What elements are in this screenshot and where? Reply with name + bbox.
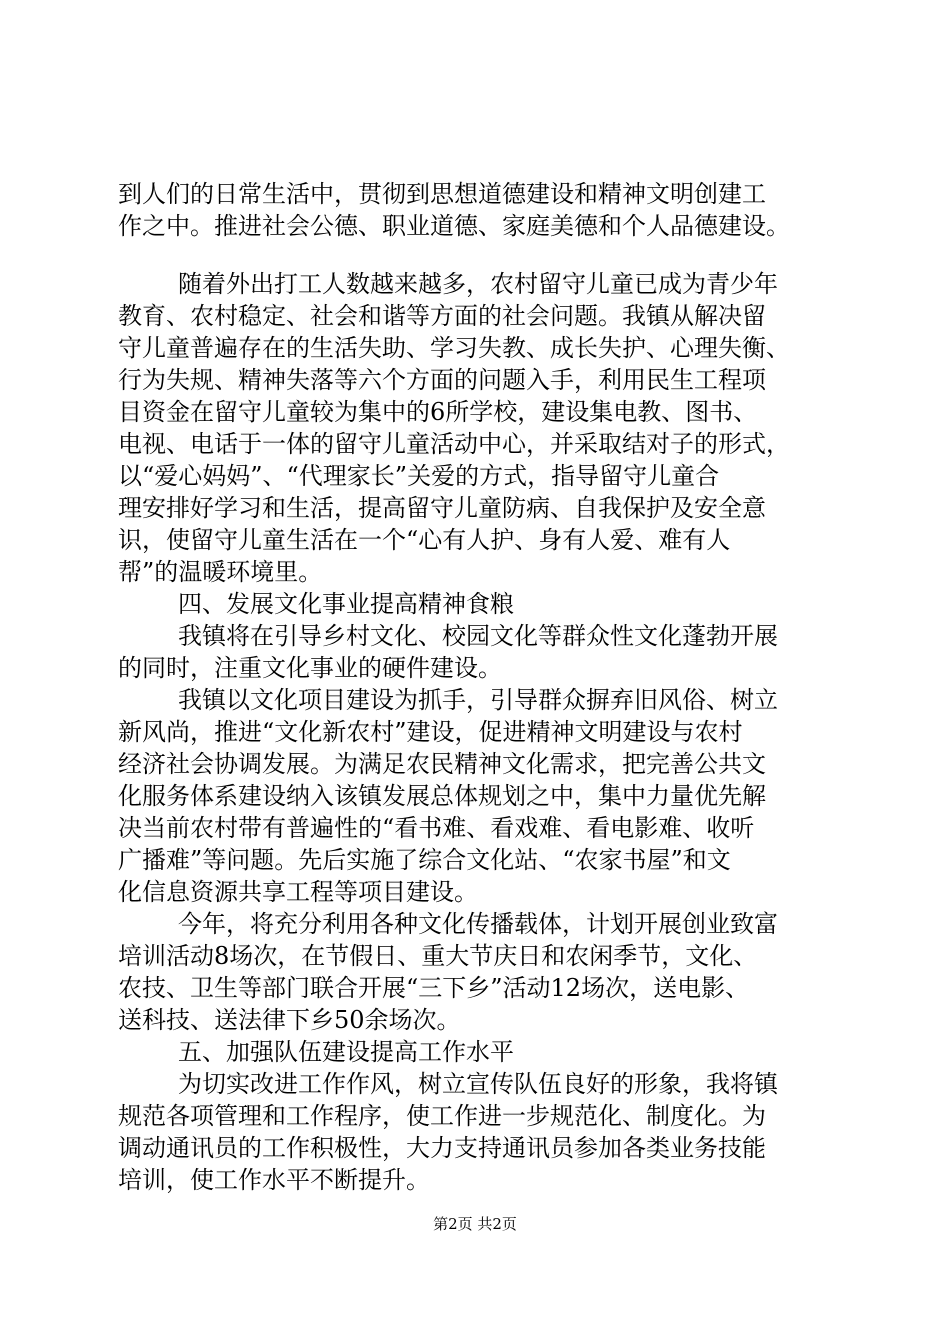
body-line: 作之中。推进社会公德、职业道德、家庭美德和个人品德建设。 <box>118 212 790 240</box>
body-line: 送科技、送法律下乡50余场次。 <box>118 1006 461 1034</box>
body-line: 培训活动8场次，在节假日、重大节庆日和农闲季节，文化、 <box>118 942 758 970</box>
body-line: 随着外出打工人数越来越多，农村留守儿童已成为青少年 <box>178 270 778 298</box>
body-line: 识，使留守儿童生活在一个“心有人护、身有人爱、难有人 <box>118 526 731 554</box>
body-line: 广播难”等问题。先后实施了综合文化站、“农家书屋”和文 <box>118 846 731 874</box>
body-line: 化服务体系建设纳入该镇发展总体规划之中，集中力量优先解 <box>118 782 766 810</box>
page-footer: 第2页 共2页 <box>433 1215 517 1233</box>
body-line: 目资金在留守儿童较为集中的6所学校，建设集电教、图书、 <box>118 398 758 426</box>
body-line: 培训，使工作水平不断提升。 <box>118 1166 430 1194</box>
body-line: 我镇以文化项目建设为抓手，引导群众摒弃旧风俗、树立 <box>178 686 778 714</box>
section-heading: 五、加强队伍建设提高工作水平 <box>178 1038 514 1066</box>
body-line: 决当前农村带有普遍性的“看书难、看戏难、看电影难、收听 <box>118 814 755 842</box>
body-line: 规范各项管理和工作程序，使工作进一步规范化、制度化。为 <box>118 1102 766 1130</box>
body-line: 新风尚，推进“文化新农村”建设，促进精神文明建设与农村 <box>118 718 743 746</box>
body-line: 以“爱心妈妈”、“代理家长”关爱的方式，指导留守儿童合 <box>118 462 720 490</box>
body-line: 守儿童普遍存在的生活失助、学习失教、成长失护、心理失衡、 <box>118 334 790 362</box>
body-line: 经济社会协调发展。为满足农民精神文化需求，把完善公共文 <box>118 750 766 778</box>
body-line: 今年，将充分利用各种文化传播载体，计划开展创业致富 <box>178 910 778 938</box>
body-line: 的同时，注重文化事业的硬件建设。 <box>118 654 502 682</box>
body-line: 教育、农村稳定、社会和谐等方面的社会问题。我镇从解决留 <box>118 302 766 330</box>
body-line: 帮”的温暖环境里。 <box>118 558 323 586</box>
body-line: 行为失规、精神失落等六个方面的问题入手，利用民生工程项 <box>118 366 766 394</box>
body-line: 到人们的日常生活中，贯彻到思想道德建设和精神文明创建工 <box>118 180 766 208</box>
body-line: 我镇将在引导乡村文化、校园文化等群众性文化蓬勃开展 <box>178 622 778 650</box>
body-line: 农技、卫生等部门联合开展“三下乡”活动12场次，送电影、 <box>118 974 750 1002</box>
body-line: 电视、电话于一体的留守儿童活动中心，并采取结对子的形式， <box>118 430 790 458</box>
body-line: 化信息资源共享工程等项目建设。 <box>118 878 478 906</box>
body-line: 理安排好学习和生活，提高留守儿童防病、自我保护及安全意 <box>118 494 766 522</box>
body-line: 为切实改进工作作风，树立宣传队伍良好的形象，我将镇 <box>178 1070 778 1098</box>
section-heading: 四、发展文化事业提高精神食粮 <box>178 590 514 618</box>
body-line: 调动通讯员的工作积极性，大力支持通讯员参加各类业务技能 <box>118 1134 766 1162</box>
